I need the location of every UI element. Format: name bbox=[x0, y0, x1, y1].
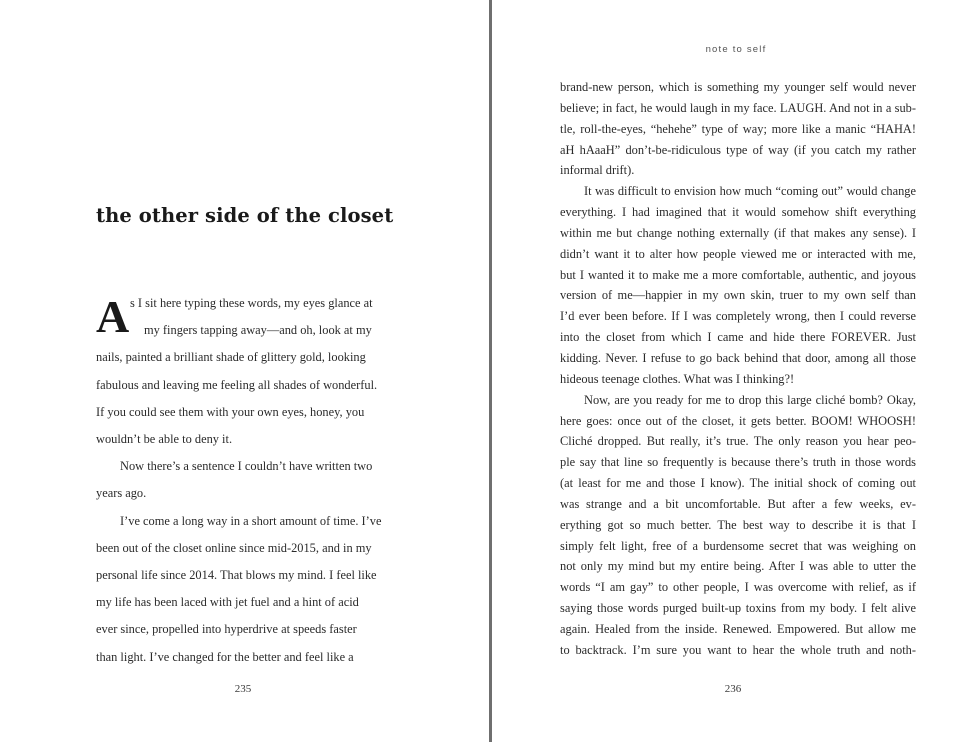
text-line: my fingers tapping away—and oh, look at my bbox=[144, 323, 372, 338]
text-line: version of me—happier in my own skin, truer to my own self than bbox=[560, 288, 916, 303]
text-line: not only my mind but my entire being. After I was able to utter the bbox=[560, 559, 916, 574]
text-line: erything got so much better. The best way to describe it is that I bbox=[560, 517, 916, 532]
text-line: I’d ever been before. If I was completely wrong, then I could reverse bbox=[560, 309, 916, 324]
right-page bbox=[492, 0, 980, 742]
right-page-body bbox=[560, 77, 916, 661]
text-line: simply felt light, free of a burdensome secret that was weighing on bbox=[560, 538, 916, 553]
text-line: ple say that line so frequently is because there’s truth in those words bbox=[560, 455, 916, 470]
text-line: again. Healed from the inside. Renewed. Empowered. But allow me bbox=[560, 621, 916, 636]
text-line: nails, painted a brilliant shade of glittery gold, looking bbox=[96, 350, 366, 365]
left-page-body bbox=[96, 290, 396, 671]
text-line: but I wanted it to make me a more comfortable, authentic, and joyous bbox=[560, 267, 916, 282]
text-line: my life has been laced with jet fuel and a hint of acid bbox=[96, 595, 359, 610]
running-head: note to self bbox=[705, 44, 767, 55]
text-line: within me but change nothing externally (if that makes any sense). I bbox=[560, 225, 916, 240]
text-line: into the closet from which I came and hide there FOREVER. Just bbox=[560, 330, 916, 345]
text-line: here goes: once out of the closet, it gets better. BOOM! WHOOSH! bbox=[560, 413, 916, 428]
text-line: ever since, propelled into hyperdrive at speeds faster bbox=[96, 622, 357, 637]
page-number: 235 bbox=[234, 683, 252, 695]
text-line: s I sit here typing these words, my eyes glance at bbox=[130, 296, 373, 310]
text-line: didn’t want it to alter how people viewed me or interacted with me, bbox=[560, 246, 916, 261]
text-line: saying those words purged built-up toxins from my body. I felt alive bbox=[560, 601, 916, 616]
text-line: words “I am gay” to other people, I was overcome with relief, as if bbox=[560, 580, 916, 595]
chapter-title: the other side of the closet bbox=[96, 204, 394, 227]
text-line: aH hAaaH” don’t-be-ridiculous type of way (if you catch my rather bbox=[560, 142, 916, 157]
text-line: years ago. bbox=[96, 486, 147, 501]
text-line: fabulous and leaving me feeling all shades of wonderful. bbox=[96, 377, 378, 392]
text-line: informal drift). bbox=[560, 163, 635, 178]
left-page bbox=[0, 0, 489, 742]
text-line: everything. I had imagined that it would somehow shift everything bbox=[560, 205, 916, 220]
drop-cap: A bbox=[96, 291, 130, 342]
text-line: I’ve come a long way in a short amount of time. I’ve bbox=[120, 513, 382, 528]
text-line: personal life since 2014. That blows my mind. I feel like bbox=[96, 568, 377, 583]
text-line: Now there’s a sentence I couldn’t have written two bbox=[120, 459, 373, 474]
text-line: Cliché dropped. But really, it’s true. The only reason you hear peo- bbox=[560, 434, 916, 449]
text-line: believe; in fact, he would laugh in my face. LAUGH. And not in a sub- bbox=[560, 100, 916, 115]
text-line: hideous teenage clothes. What was I thinking?! bbox=[560, 371, 795, 386]
text-line: wouldn’t be able to deny it. bbox=[96, 432, 233, 447]
text-line: It was difficult to envision how much “coming out” would change bbox=[584, 184, 916, 199]
text-line: than light. I’ve changed for the better and feel like a bbox=[96, 649, 354, 664]
text-line: to backtrack. I’m sure you want to hear the whole truth and noth- bbox=[560, 642, 916, 657]
page-number: 236 bbox=[724, 683, 742, 695]
text-line: was strange and a bit uncomfortable. But after a few weeks, ev- bbox=[560, 496, 916, 511]
text-line: tle, roll-the-eyes, “hehehe” type of way; more like a manic “HAHA! bbox=[560, 121, 916, 136]
text-line: kidding. Never. I refuse to go back behind that door, among all those bbox=[560, 350, 916, 365]
text-line: been out of the closet online since mid-2015, and in my bbox=[96, 540, 372, 555]
text-line: If you could see them with your own eyes, honey, you bbox=[96, 404, 365, 419]
text-line: Now, are you ready for me to drop this large cliché bomb? Okay, bbox=[584, 392, 916, 407]
text-line: brand-new person, which is something my younger self would never bbox=[560, 80, 916, 94]
text-line: (at least for me and those I know). The initial shock of coming out bbox=[560, 476, 916, 491]
